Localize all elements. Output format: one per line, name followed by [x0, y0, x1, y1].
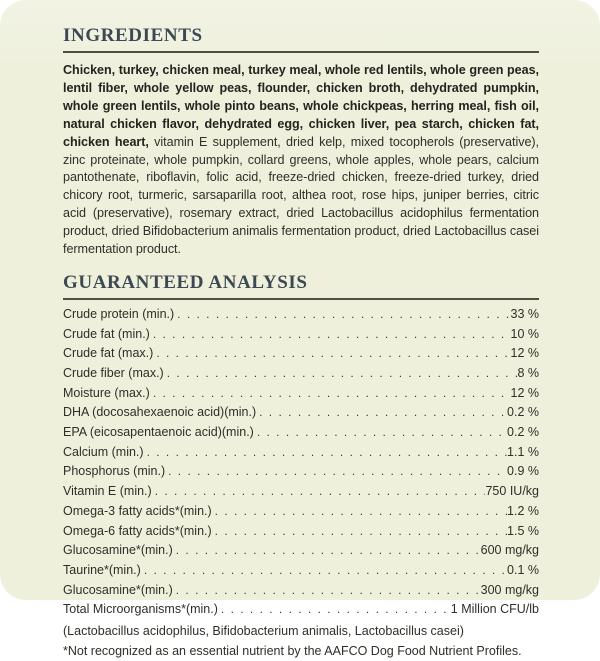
analysis-row — [63, 445, 539, 465]
microorganisms-detail: (Lactobacillus acidophilus, Bifidobacterium animalis, Lactobacillus casei) — [63, 623, 464, 638]
dot-leader — [165, 464, 507, 478]
analysis-row-value: 1 Million CFU/lb — [450, 602, 539, 617]
dot-leader — [173, 583, 481, 597]
ingredients-heading: INGREDIENTS — [63, 25, 203, 46]
dot-leader — [150, 386, 511, 400]
analysis-row-value: 1.2 % — [507, 503, 539, 518]
dot-leader — [212, 504, 507, 518]
analysis-row-value: 300 mg/kg — [480, 582, 539, 597]
analysis-row — [63, 602, 539, 622]
analysis-row-label: Glucosamine*(min.) — [63, 582, 173, 597]
dot-leader — [150, 327, 511, 341]
analysis-row — [63, 484, 539, 504]
dot-leader — [141, 563, 507, 577]
analysis-row — [63, 327, 539, 347]
analysis-row-label: Calcium (min.) — [63, 444, 144, 459]
ingredients-paragraph — [63, 62, 539, 259]
analysis-row-label: EPA (eicosapentaenoic acid)(min.) — [63, 425, 254, 440]
dot-leader — [153, 346, 510, 360]
analysis-heading: GUARANTEED ANALYSIS — [63, 271, 308, 293]
analysis-row — [63, 405, 539, 425]
analysis-row-label: Moisture (max.) — [63, 385, 150, 400]
analysis-row-value: 1.5 % — [507, 523, 539, 538]
dot-leader — [218, 602, 451, 616]
analysis-row — [63, 543, 539, 563]
aafco-footnote: *Not recognized as an essential nutrient by the AAFCO Dog Food Nutrient Profiles. — [63, 643, 522, 658]
analysis-row — [63, 563, 539, 583]
dot-leader — [254, 425, 507, 439]
analysis-table — [63, 307, 539, 622]
analysis-row-label: Omega-6 fatty acids*(min.) — [63, 523, 212, 538]
analysis-row — [63, 346, 539, 366]
analysis-row-value: 0.2 % — [507, 405, 539, 420]
analysis-divider — [63, 298, 539, 300]
analysis-row — [63, 464, 539, 484]
dot-leader — [164, 366, 518, 380]
analysis-row-value: 10 % — [510, 326, 539, 341]
ingredients-section — [63, 25, 539, 259]
analysis-row-label: Crude protein (min.) — [63, 306, 175, 321]
ingredients-primary-text: Chicken, turkey, chicken meal, turkey meal, whole red lentils, whole green peas, lentil fiber, whole yellow peas, flounder, chicken broth, dehydrated pumpkin, whole green lentils, whole pinto beans, whole chickpeas, herring meal, fish oil, natural chicken flavor, dehydrated egg, chicken liver, pea starch, chicken fat, chicken heart, — [63, 63, 539, 149]
analysis-row-label: Crude fat (min.) — [63, 326, 150, 341]
analysis-row — [63, 307, 539, 327]
analysis-row-value: 12 % — [510, 385, 539, 400]
analysis-row-label: Taurine*(min.) — [63, 562, 141, 577]
dot-leader — [256, 405, 507, 419]
analysis-row-label: Glucosamine*(min.) — [63, 543, 173, 558]
analysis-row-value: 0.2 % — [507, 425, 539, 440]
dot-leader — [152, 484, 486, 498]
analysis-row — [63, 583, 539, 603]
analysis-row-label: DHA (docosahexaenoic acid)(min.) — [63, 405, 257, 420]
dot-leader — [144, 445, 507, 459]
guaranteed-analysis-section — [63, 272, 539, 661]
ingredients-secondary-text: vitamin E supplement, dried kelp, mixed tocopherols (preservative), zinc proteinate, whole pumpkin, collard greens, whole apples, whole pears, calcium pantothenate, riboflavin, folic acid, freeze-dried chicken, freeze-dried turkey, dried chicory root, turmeric, sarsaparilla root, althea root, rose hips, juniper berries, citric acid (preservative), rosemary extract, dried Lactobacillus acidophilus fermentation product, dried Bifidobacterium animalis fermentation product, dried Lactobacillus casei fermentation product. — [63, 134, 540, 257]
analysis-row — [63, 366, 539, 386]
dot-leader — [173, 543, 481, 557]
analysis-row-value: 1.1 % — [507, 444, 539, 459]
analysis-row-value: 12 % — [510, 346, 539, 361]
analysis-row-label: Crude fat (max.) — [63, 346, 154, 361]
analysis-row — [63, 425, 539, 445]
analysis-row-label: Omega-3 fatty acids*(min.) — [63, 503, 212, 518]
analysis-row-value: 0.9 % — [507, 464, 539, 479]
analysis-row — [63, 386, 539, 406]
analysis-row-value: 8 % — [517, 366, 539, 381]
dot-leader — [212, 524, 507, 538]
analysis-row-label: Vitamin E (min.) — [63, 484, 152, 499]
analysis-row-value: 750 IU/kg — [485, 484, 539, 499]
analysis-row-label: Crude fiber (max.) — [63, 366, 164, 381]
analysis-row-value: 0.1 % — [507, 562, 539, 577]
analysis-row — [63, 524, 539, 544]
dot-leader — [174, 307, 510, 321]
analysis-row-value: 600 mg/kg — [480, 543, 539, 558]
analysis-row-label: Total Microorganisms*(min.) — [63, 602, 218, 617]
ingredients-divider — [63, 51, 539, 53]
analysis-row-label: Phosphorus (min.) — [63, 464, 166, 479]
analysis-row-value: 33 % — [510, 306, 539, 321]
analysis-row — [63, 504, 539, 524]
